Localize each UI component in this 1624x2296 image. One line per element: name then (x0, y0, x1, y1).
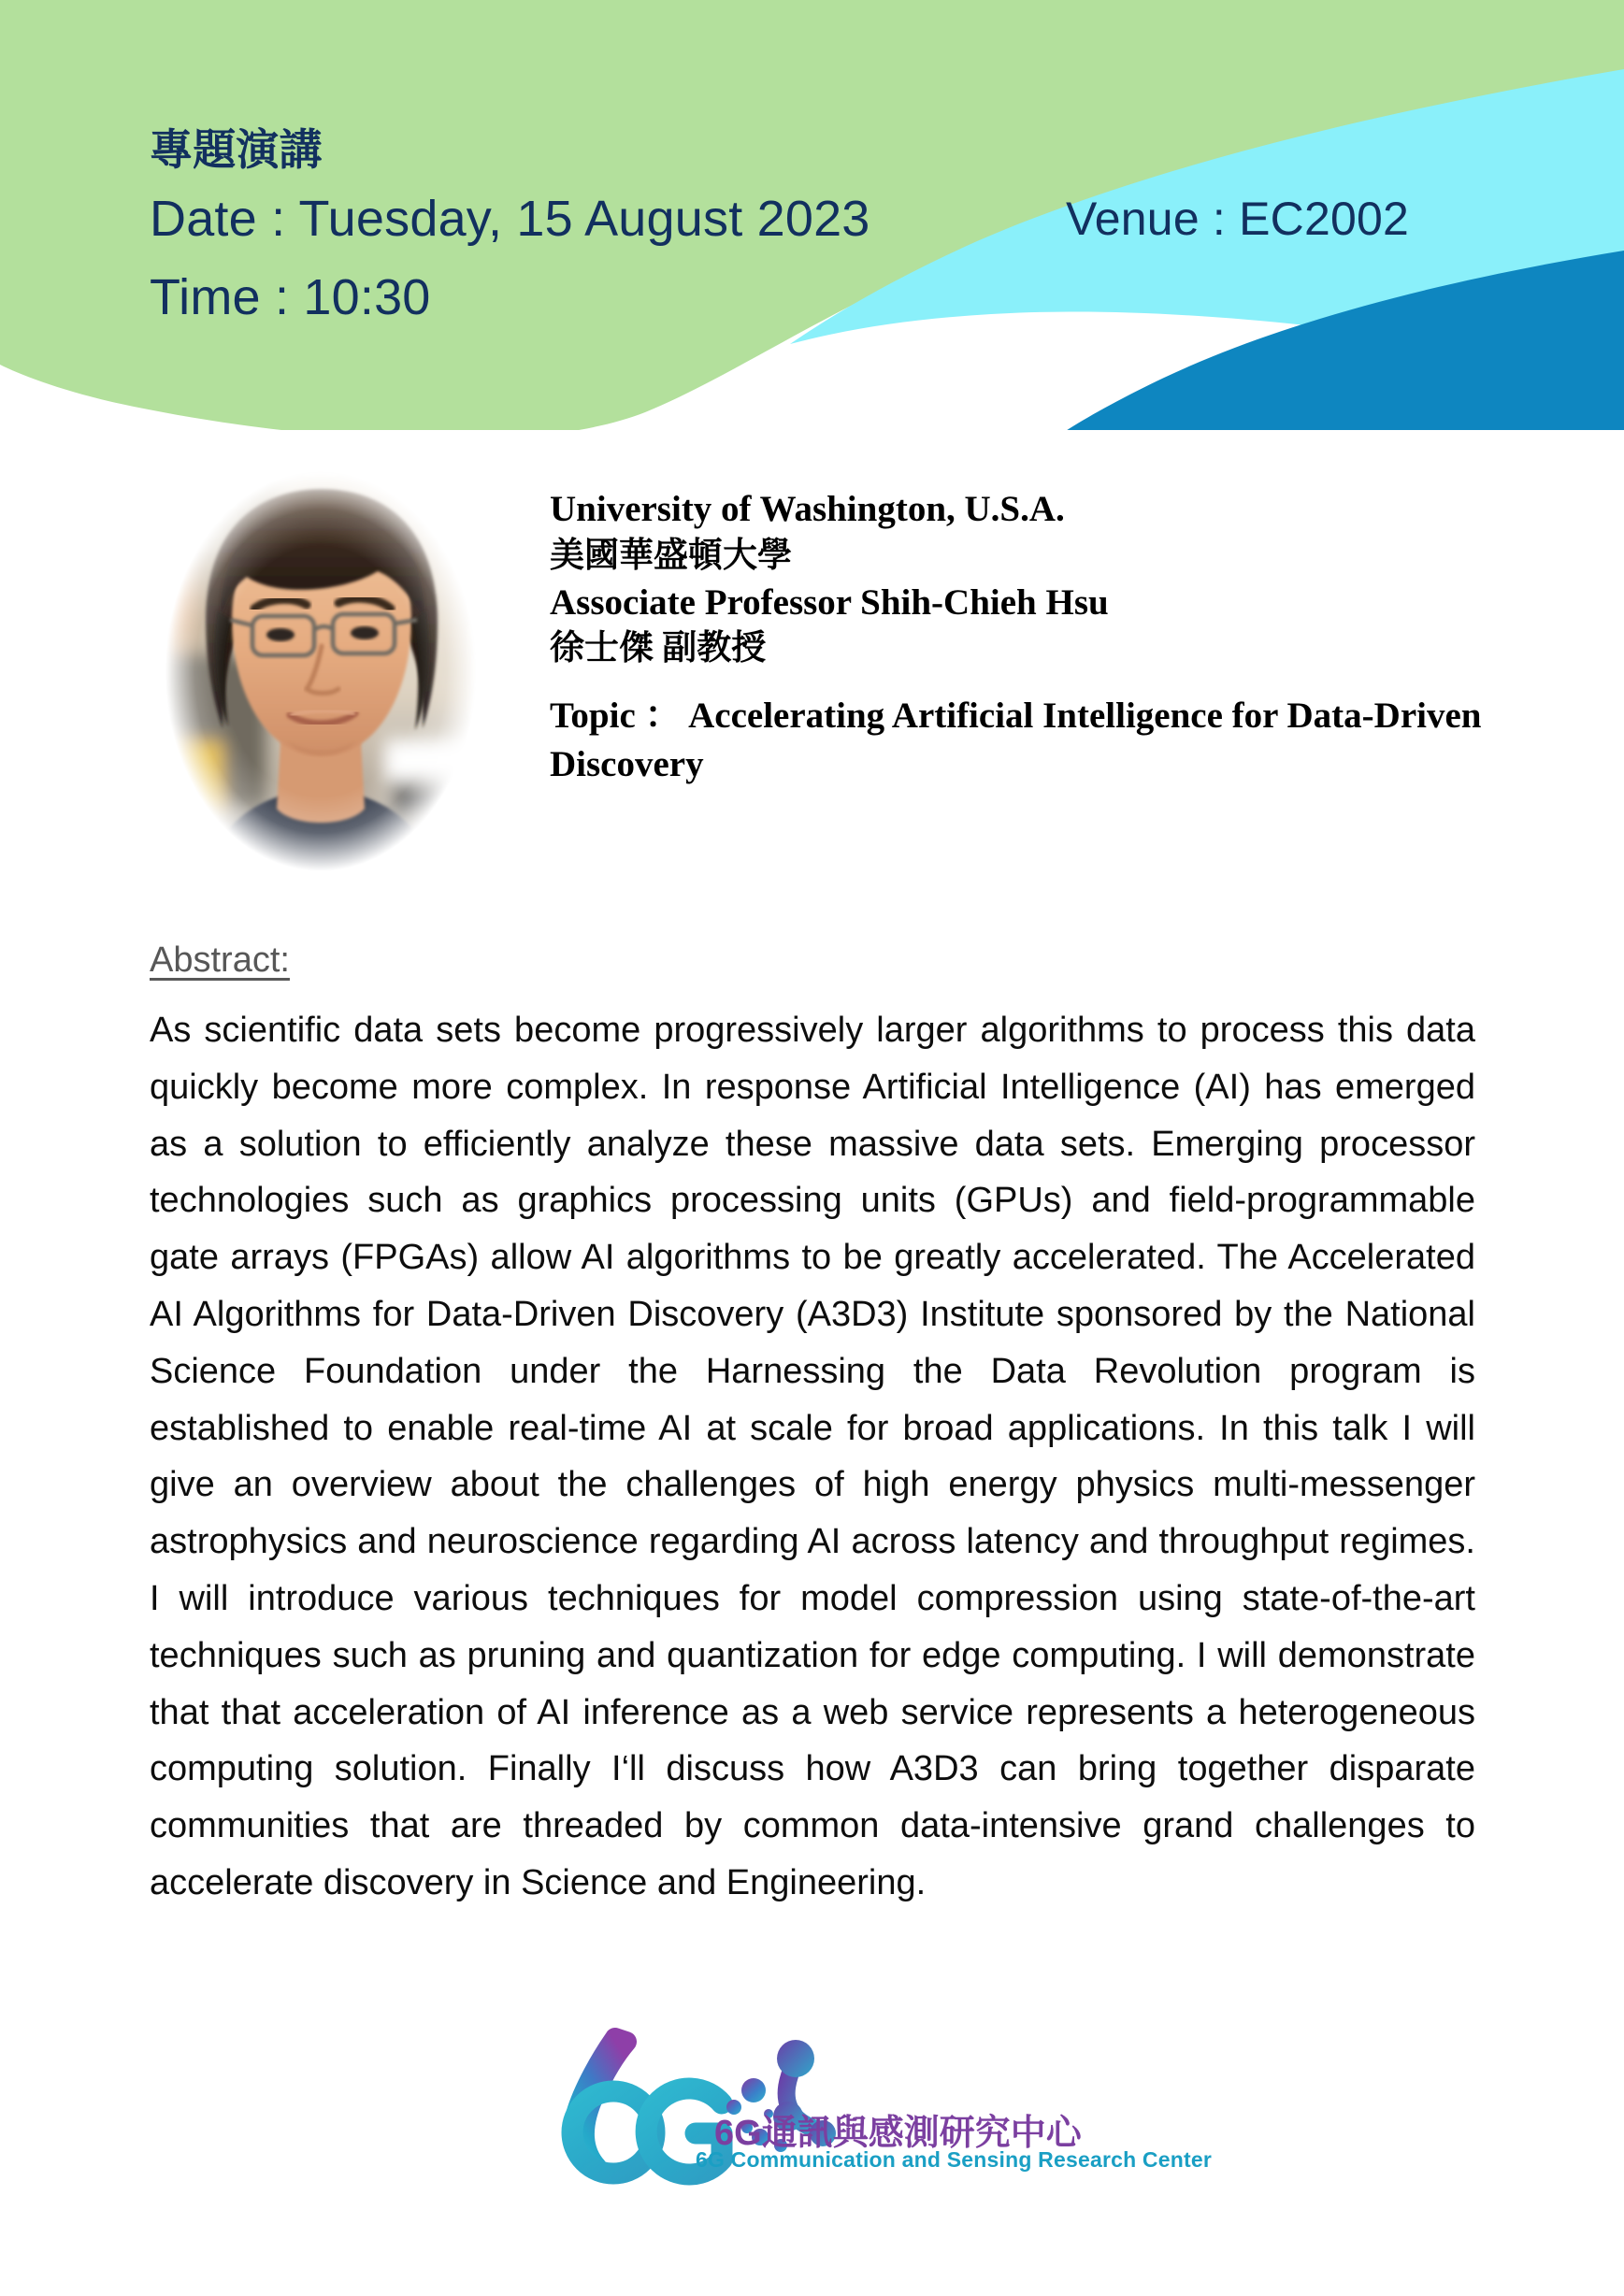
speaker-affiliation-en: University of Washington, U.S.A. (550, 489, 1065, 529)
header-venue: Venue : EC2002 (1066, 193, 1409, 245)
speaker-name-zh: 徐士傑 副教授 (550, 629, 767, 668)
speaker-details (550, 486, 1494, 789)
organization-logo (553, 2017, 1212, 2195)
header-time: Time : 10:30 (150, 269, 431, 325)
logo-name-zh: 6G通訊與感測研究中心 (714, 2114, 1082, 2153)
logo-name-en: 6G Communication and Sensing Research Center (696, 2147, 1212, 2172)
abstract-section (150, 940, 1475, 1912)
speaker-photo (157, 461, 484, 882)
header-kicker: 專題演講 (150, 125, 323, 174)
speaker-topic: Topic ： Accelerating Artificial Intelligence for Data-Driven Discovery (550, 696, 1482, 784)
abstract-label: Abstract: (150, 940, 290, 980)
abstract-body: As scientific data sets become progressively larger algorithms to process this data quickly become more complex. In response Artificial Intelligence (AI) has emerged as a solution to efficiently analyze these massive data sets. Emerging processor technologies such as graphics processing units (GPUs) and field-programmable gate arrays (FPGAs) allow AI algorithms to be greatly accelerated. The Accelerated AI Algorithms for Data-Driven Discovery (A3D3) Institute sponsored by the National Science Foundation under the Harnessing the Data Revolution program is established to enable real-time AI at scale for broad applications. In this talk I will give an overview about the challenges of high energy physics multi-messenger astrophysics and neuroscience regarding AI across latency and throughput regimes. I will introduce various techniques for model compression using state-of-the-art techniques such as pruning and quantization for edge computing. I will demonstrate that that acceleration of AI inference as a web service represents a heterogeneous computing solution. Finally I‘ll discuss how A3D3 can bring together disparate communities that are threaded by common data-intensive grand challenges to accelerate discovery in Science and Engineering. (150, 1011, 1475, 1902)
header-banner (0, 0, 1624, 430)
speaker-name-en: Associate Professor Shih-Chieh Hsu (550, 581, 1109, 623)
header-date: Date : Tuesday, 15 August 2023 (150, 191, 870, 247)
speaker-affiliation-zh: 美國華盛頓大學 (550, 536, 792, 575)
portrait-illustration (157, 461, 484, 882)
speaker-section (0, 444, 1624, 911)
